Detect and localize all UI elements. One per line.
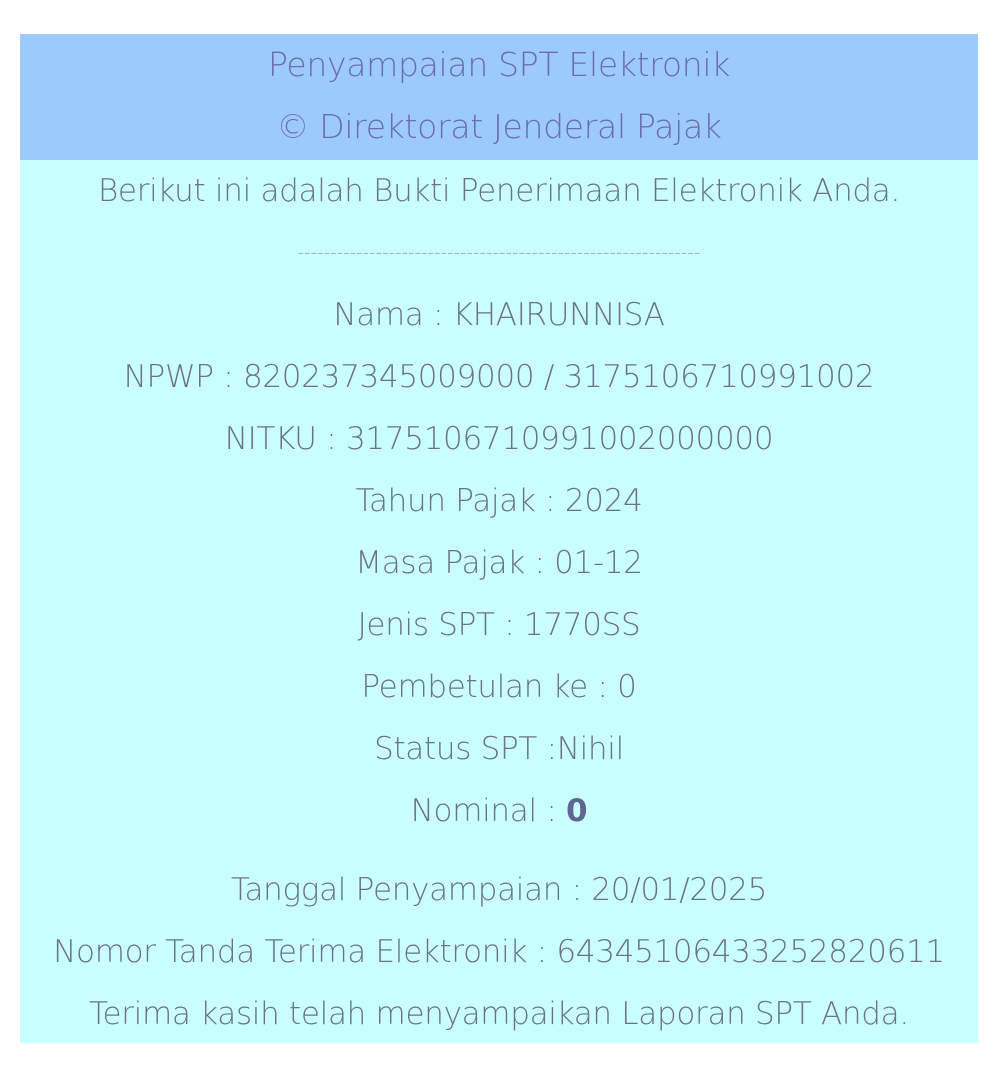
nominal-value: 0	[566, 793, 588, 829]
thanks-text: Terima kasih telah menyampaikan Laporan SPT Anda.	[89, 996, 909, 1032]
field-tanggal-penyampaian: Tanggal Penyampaian : 20/01/2025	[230, 872, 768, 908]
receipt-panel	[20, 34, 978, 1043]
spacer	[20, 842, 978, 859]
divider-line: --------------------------------------------------------------	[297, 242, 701, 263]
receipt-body	[20, 160, 978, 1045]
field-status-spt: Status SPT :Nihil	[374, 731, 624, 767]
field-nitku: NITKU : 3175106710991002000000	[224, 421, 774, 457]
nominal-label: Nominal :	[410, 793, 567, 829]
header-copyright: © Direktorat Jenderal Pajak	[276, 107, 722, 146]
field-tahun-pajak: Tahun Pajak : 2024	[355, 483, 643, 519]
intro-text: Berikut ini adalah Bukti Penerimaan Elektronik Anda.	[97, 173, 901, 209]
field-nominal	[20, 780, 978, 842]
receipt-header	[20, 34, 978, 160]
field-nomor-tanda-terima: Nomor Tanda Terima Elektronik : 64345106433252820611	[53, 934, 945, 970]
header-title: Penyampaian SPT Elektronik	[267, 45, 731, 84]
field-npwp: NPWP : 820237345009000 / 3175106710991002	[123, 359, 875, 395]
field-nama: Nama : KHAIRUNNISA	[333, 297, 665, 333]
field-jenis-spt: Jenis SPT : 1770SS	[357, 607, 641, 643]
field-pembetulan: Pembetulan ke : 0	[361, 669, 637, 705]
field-masa-pajak: Masa Pajak : 01-12	[355, 545, 643, 581]
